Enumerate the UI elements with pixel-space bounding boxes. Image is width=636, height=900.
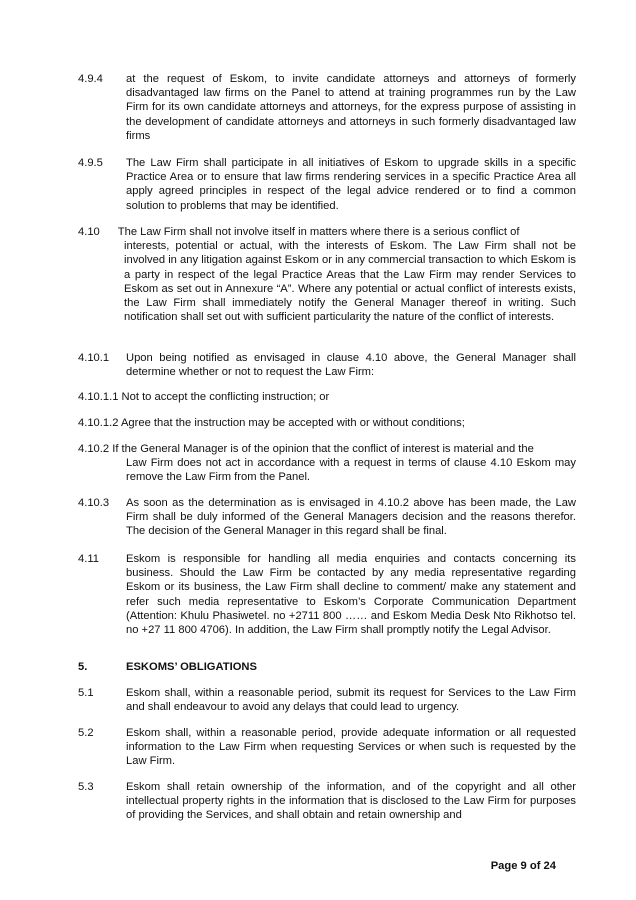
clause-4-11: [78, 552, 576, 637]
clause-number: 4.10.1.1: [78, 391, 119, 403]
clause-text-first: The Law Firm shall not involve itself in matters where there is a serious conflict of: [117, 226, 520, 238]
clause-text-rest: interests, potential or actual, with the interests of Eskom. The Law Firm shall not be involved in any litigation against Eskom or in any commercial transaction to which Eskom is a party in respect of the legal Practice Areas that the Law Firm may render Services to Eskom as set out in Annexure “A”. Where any potential or actual conflict of interests exists, the Law Firm shall immediately notify the General Manager thereof in writing. Such notification shall set out with sufficient particularity the nature of the conflict of interests.: [124, 240, 576, 324]
clause-first-line: [78, 225, 576, 239]
clause-4-10: [78, 225, 576, 324]
clause-4-10-3: [78, 496, 576, 539]
clause-text: Agree that the instruction may be accepted with or without conditions;: [120, 417, 465, 429]
section-title: ESKOMS’ OBLIGATIONS: [126, 661, 257, 673]
clause-number: 4.10: [78, 226, 100, 238]
clause-5-3: [78, 780, 576, 823]
clause-text: Eskom shall, within a reasonable period, submit its request for Services to the Law Firm and shall endeavour to avoid any delays that could lead to urgency.: [126, 687, 576, 714]
clause-number: 4.11: [78, 553, 99, 565]
clause-number: 4.10.3: [78, 497, 110, 509]
clause-number: 4.10.1.2: [78, 417, 119, 429]
clause-text: at the request of Eskom, to invite candidate attorneys and attorneys of formerly disadvantaged law firms on the Panel to attend at training programmes run by the Law Firm for its own candidate attorneys and attorneys, for the express purpose of assisting in the development of candidate attorneys and attorneys in such formerly disadvantaged law firms: [126, 73, 576, 142]
clause-5-1: [78, 686, 576, 714]
clause-4-10-1-1: [78, 390, 576, 404]
clause-4-10-1-2: [78, 416, 576, 430]
clause-number: 4.9.5: [78, 157, 103, 169]
clause-text: Eskom shall, within a reasonable period, provide adequate information or all requested information to the Law Firm when requesting Services or when such is requested by the Law Firm.: [126, 727, 576, 768]
clause-text-first: If the General Manager is of the opinion that the conflict of interest is material and the: [112, 443, 534, 455]
clause-number: 4.10.1: [78, 352, 110, 364]
clause-5-2: [78, 726, 576, 769]
clause-4-9-5: [78, 156, 576, 213]
clause-number: 5.2: [78, 727, 94, 739]
clause-number: 4.10.2: [78, 443, 110, 455]
clause-text-rest: Law Firm does not act in accordance with a request in terms of clause 4.10 Eskom may remove the Law Firm from the Panel.: [126, 457, 576, 484]
page-number: Page 9 of 24: [490, 860, 556, 872]
clause-text: As soon as the determination as is envisaged in 4.10.2 above has been made, the Law Firm shall be duly informed of the General Managers decision and the reasons therefor. The decision of the General Manager in this regard shall be final.: [126, 497, 576, 538]
clause-text: The Law Firm shall participate in all initiatives of Eskom to upgrade skills in a specific Practice Area or to ensure that law firms rendering services in a specific Practice Area all apply agreed principles in respect of the legal advice rendered or to find a common solution to problems that may be identified.: [126, 157, 576, 212]
clause-4-10-2: [78, 442, 576, 485]
clause-text: Eskom is responsible for handling all media enquiries and contacts concerning its business. Should the Law Firm be contacted by any media representative regarding Eskom or its business, the Law Firm shall decline to comment/ make any statement and refer such media representative to Eskom’s Corporate Communication Department (Attention: Khulu Phasiwetel. no +2711 800 …… and Eskom Media Desk Nto Rikhotso tel. no +27 11 800 4706). In addition, the Law Firm shall promptly notify the Legal Advisor.: [126, 553, 576, 637]
clause-4-10-1: [78, 351, 576, 379]
clause-number: 5.1: [78, 687, 94, 699]
clause-text: Not to accept the conflicting instruction; or: [121, 391, 330, 403]
clause-first-line: [78, 442, 576, 456]
clause-text: Upon being notified as envisaged in clause 4.10 above, the General Manager shall determine whether or not to request the Law Firm:: [126, 352, 576, 379]
clause-number: 5.3: [78, 781, 94, 793]
clause-4-9-4: [78, 72, 576, 143]
clause-number: 4.9.4: [78, 73, 103, 85]
section-number: 5.: [78, 661, 88, 673]
section-heading: [78, 660, 257, 674]
clause-text: Eskom shall retain ownership of the information, and of the copyright and all other intellectual property rights in the information that is disclosed to the Law Firm for purposes of providing the Services, and shall obtain and retain ownership and: [126, 781, 576, 822]
